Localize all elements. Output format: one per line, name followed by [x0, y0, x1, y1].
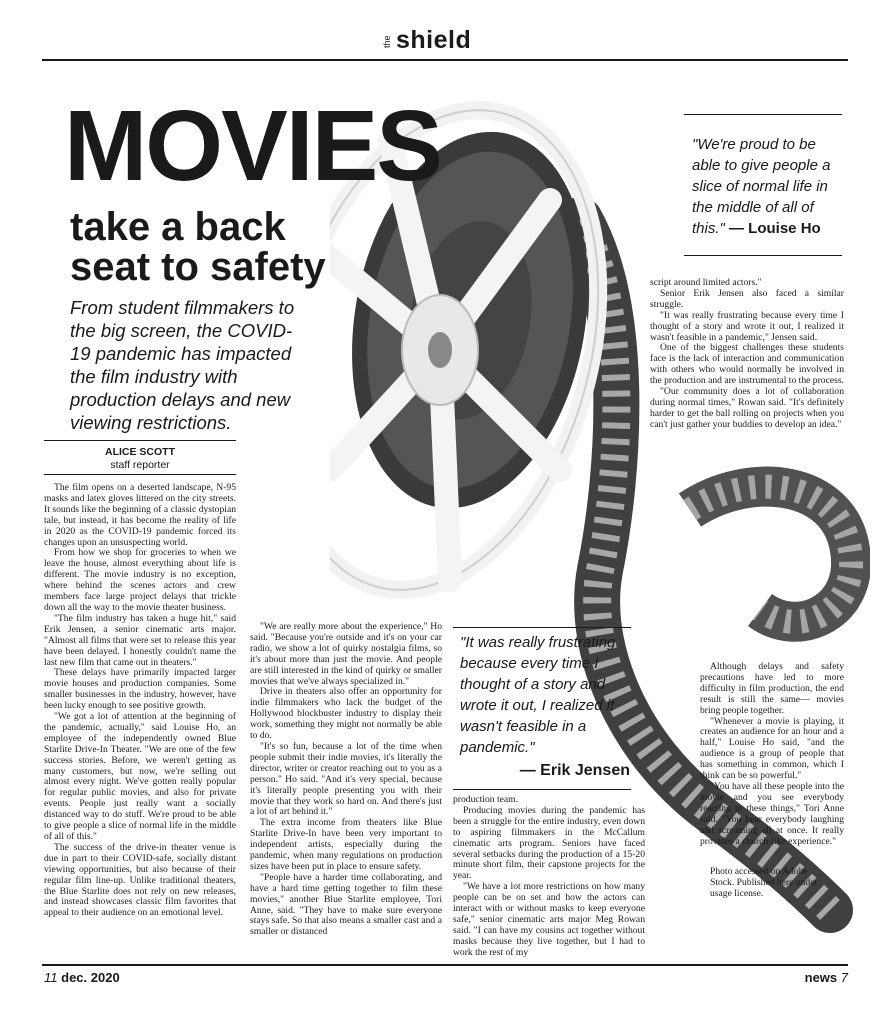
- column-4-top: [650, 278, 844, 431]
- paragraph: "The film industry has taken a huge hit," said Erik Jensen, a senior cinematic arts major. "Almost all films that were set to release this year have been delayed. I honestly couldn't name the last new film that came out in theaters.": [44, 612, 236, 668]
- paragraph: Senior Erik Jensen also faced a similar struggle.: [650, 287, 844, 310]
- bottom-rule: [42, 964, 848, 966]
- footer-section: [805, 970, 848, 985]
- quote2-rule-bottom: [453, 789, 631, 790]
- quote1: [692, 134, 842, 239]
- paragraph: "People have a harder time collaborating, and have a hard time getting together to film these movies," another Blue Starlite employee, Tori Anne, said. "They have to make sure everyone stays safe. So that also means a smaller cast and a smaller or distanced: [250, 871, 442, 938]
- paragraph: "It was really frustrating because every time I thought of a story and wrote it out, I realized it wasn't feasible in a pandemic," Jensen said.: [650, 309, 844, 343]
- masthead-name: shield: [396, 26, 472, 54]
- footer-page-number: 7: [840, 970, 848, 985]
- headline-sub-2: seat to safety: [70, 245, 326, 289]
- byline-rule-top: [44, 440, 236, 441]
- paragraph: From how we shop for groceries to when we leave the house, almost everything about life is different. The movie industry is no exception, where behind the scenes actors and crew members face large project delays that trickle down all the way to the movie theater business.: [44, 547, 236, 613]
- paragraph: "You have all these people into the movie and you see everybody reacting to these things," Tori Anne said. "You hear everybody laughing and screaming all at once. It really provides a church-like experience.": [700, 780, 844, 847]
- footer-section-name: news: [804, 970, 838, 985]
- footer-date: [44, 970, 120, 985]
- byline-rule-bottom: [44, 474, 236, 475]
- quote1-text: "We're proud to be able to give people a slice of normal life in the middle of all of this.": [692, 136, 831, 237]
- paragraph: "Our community does a lot of collaboration during normal times," Rowan said. "It's definitely harder to get the ball rolling on projects when you can't just gather your buddies to develop an idea.": [650, 386, 844, 430]
- paragraph: production team.: [453, 794, 519, 805]
- footer-month-year: dec. 2020: [61, 970, 120, 985]
- paragraph: script around limited actors.": [650, 277, 762, 288]
- quote1-attribution: — Louise Ho: [729, 220, 821, 237]
- footer-day: 11: [44, 970, 58, 985]
- column-4-bottom: [700, 662, 844, 847]
- paragraph: Although delays and safety precautions have led to more difficulty in film production, the end result is still the same— movies bring people together.: [700, 661, 844, 716]
- quote1-rule-top: [684, 114, 842, 115]
- paragraph: "It's so fun, because a lot of the time when people submit their indie movies, it's literally the director, writer or creator reaching out to you as a person." Ho said. "And it's very special, because it's literally people presenting you with their movie that they work so hard on. And there's just a lot of art behind it.": [250, 740, 442, 818]
- column-2: [250, 622, 442, 938]
- photo-credit: Photo accessed on Adobe Stock. Published here under usage license.: [710, 866, 818, 899]
- column-3: [453, 795, 645, 959]
- paragraph: The extra income from theaters like Blue Starlite Drive-In have been very important to independent artists, especially during the pandemic, when many regulations on production sizes have been put in place to ensure safety.: [250, 817, 442, 872]
- masthead-small: the: [382, 35, 392, 48]
- paragraph: Producing movies during the pandemic has been a struggle for the entire industry, even down to aspiring filmmakers in the McCallum cinematic arts program. Seniors have faced several setbacks during the production of a 15-20 minute short film, their capstone projects for the year.: [453, 804, 645, 882]
- paragraph: The film opens on a deserted landscape, N-95 masks and latex gloves littered on the city streets. It sounds like the beginning of a classic dystopian tale, but instead, it has become the reality of life in 2020 as the COVID-19 pandemic forced its changes upon an unsuspecting world.: [44, 482, 236, 548]
- paragraph: One of the biggest challenges these students face is the lack of interaction and communication with others who would normally be involved in the production and are instrumental to the process.: [650, 342, 844, 387]
- column-1: [44, 483, 236, 919]
- paragraph: "We got a lot of attention at the beginning of the pandemic, actually," said Louise Ho, an employee of the independently owned Blue Starlite Drive-In Theater. "We are one of the few success stories. Before, we weren't getting as many customers, but now, we're selling out almost every night. We've gotten really popular for regular public movies, and also for private events. People just really want a socially distanced way to do stuff. We're proud to be able to give people a slice of normal life in the middle of all of this.": [44, 711, 236, 842]
- quote2-attribution: — Erik Jensen: [519, 762, 630, 779]
- paragraph: "Whenever a movie is playing, it creates an audience for an hour and a half," Louise Ho said, "and the audience is a group of people that has something in common, which I think can be so powerful.": [700, 715, 844, 782]
- quote2: [460, 632, 630, 781]
- quote2-text: "It was really frustrating because every time I thought of a story and wrote it out, I realized it wasn't feasible in a pandemic.": [460, 634, 616, 756]
- byline-name: ALICE SCOTT: [105, 446, 175, 458]
- paragraph: The success of the drive-in theater venue is due in part to their COVID-safe, socially distant viewing opportunities, but also because of their regular film line-up. Unlike traditional theaters, the Blue Starlite does not rely on new releases, and instead showcases classic film favorites that appeal to their audience on an emotional level.: [44, 841, 236, 919]
- deck: From student filmmakers to the big screen, the COVID-19 pandemic has impacted the film industry with production delays and new viewing restrictions.: [70, 297, 295, 433]
- quote1-rule-bottom: [684, 255, 842, 256]
- headline-sub-1: take a back: [70, 205, 286, 249]
- paragraph: These delays have primarily impacted larger movie houses and production companies. Some smaller businesses in the industry, however, have been lucky enough to see positive growth.: [44, 667, 236, 712]
- paragraph: Drive in theaters also offer an opportunity for indie filmmakers who lack the budget of the Hollywood blockbuster industry to display their work, something they might not normally be able to do.: [250, 686, 442, 742]
- quote2-rule-top: [453, 627, 631, 628]
- byline-role: staff reporter: [110, 459, 170, 471]
- paragraph: "We are really more about the experience," Ho said. "Because you're outside and it's on your car radio, we show a lot of quirky nostalgia films, so it's about more than just the movie. And people are still interested in the kind of quirky or smaller movies that we've always specialized in.": [250, 621, 442, 687]
- headline-main: MOVIES: [64, 90, 441, 202]
- paragraph: "We have a lot more restrictions on how many people can be on set and how the actors can interact with or without masks to keep everyone safe," senior cinematic arts major Meg Rowan said. "I can have my cousins act together without masks because they live together, but I had to work the rest of my: [453, 881, 645, 958]
